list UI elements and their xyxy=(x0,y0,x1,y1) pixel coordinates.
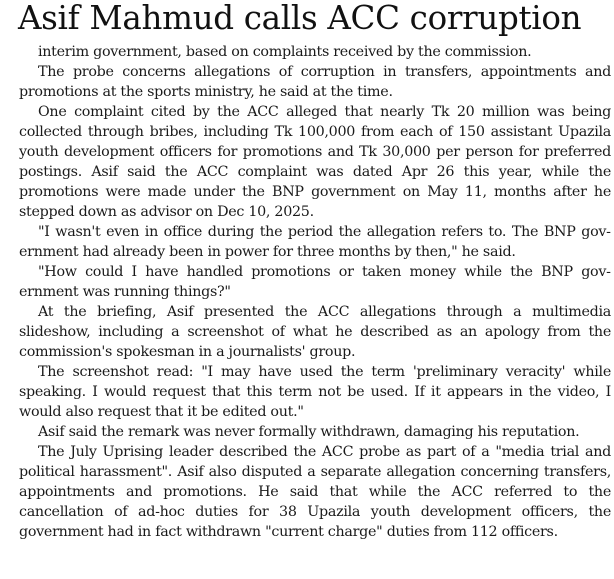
paragraph: Asif said the remark was never formally withdrawn, damaging his reputation. xyxy=(38,424,580,440)
paragraph: "How could I have handled promotions or taken money while the BNP government was running things?" xyxy=(19,264,611,300)
article-body xyxy=(19,42,611,542)
paragraph: interim government, based on complaints received by the commission. xyxy=(38,44,532,60)
paragraph: The probe concerns allegations of corruption in transfers, appointments and promotions at the sports ministry, he said at the time. xyxy=(19,64,611,100)
paragraph: The screenshot read: "I may have used the term 'preliminary veracity' while speaking. I would request that this term not be used. If it appears in the video, I would also request that it be edited out." xyxy=(19,364,611,420)
headline: Asif Mahmud calls ACC corruption xyxy=(18,0,582,37)
paragraph: "I wasn't even in office during the period the allegation refers to. The BNP government had already been in power for three months by then," he said. xyxy=(19,224,611,260)
paragraph: At the briefing, Asif presented the ACC allegations through a multimedia slideshow, including a screenshot of what he described as an apology from the commission's spokesman in a journalists' group. xyxy=(19,304,611,360)
paragraph: The July Uprising leader described the ACC probe as part of a "media trial and political harassment". Asif also disputed a separate allegation concerning transfers, appointments and promotions. He said that while the ACC referred to the cancellation of ad-hoc duties for 38 Upazila youth development officers, the government had in fact withdrawn "current charge" duties from 112 officers. xyxy=(19,444,611,540)
paragraph: One complaint cited by the ACC alleged that nearly Tk 20 million was being collected through bribes, including Tk 100,000 from each of 150 assistant Upazila youth development officers for promotions and Tk 30,000 per person for preferred postings. Asif said the ACC complaint was dated Apr 26 this year, while the promotions were made under the BNP government on May 11, months after he stepped down as advisor on Dec 10, 2025. xyxy=(19,104,611,220)
